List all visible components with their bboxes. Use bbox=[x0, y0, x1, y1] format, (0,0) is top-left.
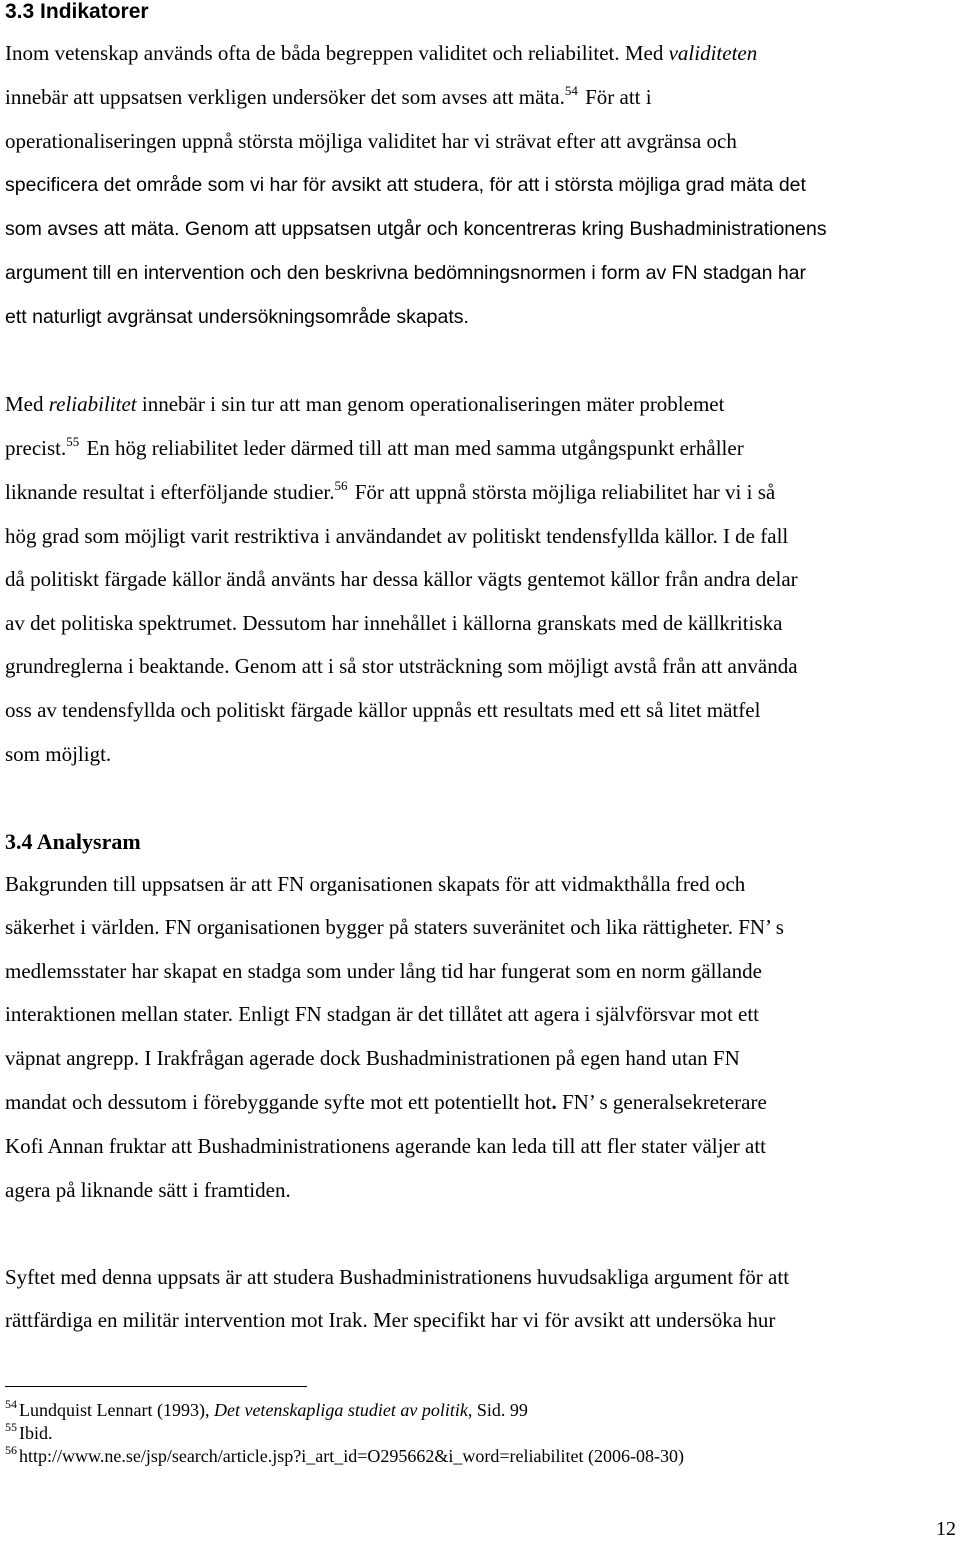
text-line: hög grad som möjligt varit restriktiva i användandet av politiskt tendensfyllda källor. I de fall bbox=[5, 524, 789, 548]
text-line: säkerhet i världen. FN organisationen bygger på staters suveränitet och lika rättigheter. FN’ s bbox=[5, 915, 784, 939]
text-line bbox=[5, 83, 652, 109]
text-line: oss av tendensfyllda och politiskt färgade källor uppnås ett resultats med ett så litet mätfel bbox=[5, 698, 761, 722]
footnote-number: 56 bbox=[5, 1443, 17, 1457]
text-line: rättfärdiga en militär intervention mot Irak. Mer specifikt har vi för avsikt att undersöka hur bbox=[5, 1308, 776, 1332]
footnote-text: , Sid. 99 bbox=[467, 1400, 528, 1420]
text-line: grundreglerna i beaktande. Genom att i så stor utsträckning som möjligt avstå från att använda bbox=[5, 654, 798, 678]
text-line: Syftet med denna uppsats är att studera Bushadministrationens huvudsakliga argument för att bbox=[5, 1265, 790, 1289]
footnote-link[interactable]: http://www.ne.se/jsp/search/article.jsp?i_art_id=O295662&i_word=reliabilitet (2006-08-30) bbox=[19, 1446, 684, 1466]
footnote-separator bbox=[5, 1386, 307, 1387]
footnote-text: Ibid. bbox=[19, 1423, 53, 1443]
footnote-ref-55[interactable]: 55 bbox=[66, 434, 80, 449]
bold-period: . bbox=[551, 1090, 557, 1114]
text-span: För att uppnå största möjliga reliabilitet har vi i så bbox=[349, 480, 776, 504]
text-span: För att i bbox=[579, 85, 652, 109]
footnote-56 bbox=[5, 1443, 684, 1467]
text-span: FN’ s generalsekreterare bbox=[556, 1090, 767, 1114]
text-line: som möjligt. bbox=[5, 742, 112, 766]
text-line: medlemsstater har skapat en stadga som under lång tid har fungerat som en norm gällande bbox=[5, 959, 762, 983]
footnote-ref-56[interactable]: 56 bbox=[334, 478, 348, 493]
text-line: agera på liknande sätt i framtiden. bbox=[5, 1178, 291, 1202]
italic-term: validiteten bbox=[668, 41, 758, 65]
text-line bbox=[5, 434, 744, 460]
text-line: då politiskt färgade källor ändå använts har dessa källor vägts gentemot källor från andra delar bbox=[5, 567, 798, 591]
text-line: väpnat angrepp. I Irakfrågan agerade dock Bushadministrationen på egen hand utan FN bbox=[5, 1046, 740, 1070]
text-line bbox=[5, 42, 757, 65]
text-line bbox=[5, 478, 776, 504]
italic-term: reliabilitet bbox=[48, 392, 137, 416]
text-line: ett naturligt avgränsat undersökningsområde skapats. bbox=[5, 306, 469, 328]
text-line: Kofi Annan fruktar att Bushadministrationens agerande kan leda till att fler stater väljer att bbox=[5, 1134, 766, 1158]
section-heading-indikatorer: 3.3 Indikatorer bbox=[5, 0, 149, 23]
text-line: som avses att mäta. Genom att uppsatsen utgår och koncentreras kring Bushadministrationens bbox=[5, 218, 827, 240]
text-span: Med bbox=[5, 392, 49, 416]
text-span: precist. bbox=[5, 436, 67, 460]
section-heading-analysram: 3.4 Analysram bbox=[5, 829, 141, 854]
text-line: Bakgrunden till uppsatsen är att FN organisationen skapats för att vidmakthålla fred och bbox=[5, 872, 746, 896]
text-span: En hög reliabilitet leder därmed till att man med samma utgångspunkt erhåller bbox=[81, 436, 744, 460]
footnote-55 bbox=[5, 1420, 53, 1444]
page-number: 12 bbox=[936, 1518, 956, 1540]
text-span: innebär att uppsatsen verkligen undersöker det som avses att mäta. bbox=[5, 85, 565, 109]
text-span: innebär i sin tur att man genom operationaliseringen mäter problemet bbox=[136, 392, 725, 416]
footnote-ref-54[interactable]: 54 bbox=[564, 83, 578, 98]
text-line bbox=[5, 1091, 767, 1114]
text-line: av det politiska spektrumet. Dessutom har innehållet i källorna granskats med de källkritiska bbox=[5, 611, 783, 635]
footnote-number: 54 bbox=[5, 1397, 17, 1411]
text-line bbox=[5, 393, 724, 416]
footnote-title: Det vetenskapliga studiet av politik bbox=[213, 1400, 468, 1420]
footnote-number: 55 bbox=[5, 1420, 17, 1434]
text-span: Inom vetenskap används ofta de båda begreppen validitet och reliabilitet. Med bbox=[5, 41, 669, 65]
text-line: specificera det område som vi har för avsikt att studera, för att i största möjliga grad mäta det bbox=[5, 174, 806, 196]
text-line: interaktionen mellan stater. Enligt FN stadgan är det tillåtet att agera i självförsvar mot ett bbox=[5, 1002, 760, 1026]
footnote-54 bbox=[5, 1397, 528, 1421]
text-line: operationaliseringen uppnå största möjliga validitet har vi strävat efter att avgränsa och bbox=[5, 129, 737, 153]
text-span: liknande resultat i efterföljande studier. bbox=[5, 480, 335, 504]
text-span: mandat och dessutom i förebyggande syfte mot ett potentiellt hot bbox=[5, 1090, 552, 1114]
footnote-text: Lundquist Lennart (1993), bbox=[19, 1400, 214, 1420]
text-line: argument till en intervention och den beskrivna bedömningsnormen i form av FN stadgan har bbox=[5, 262, 807, 284]
